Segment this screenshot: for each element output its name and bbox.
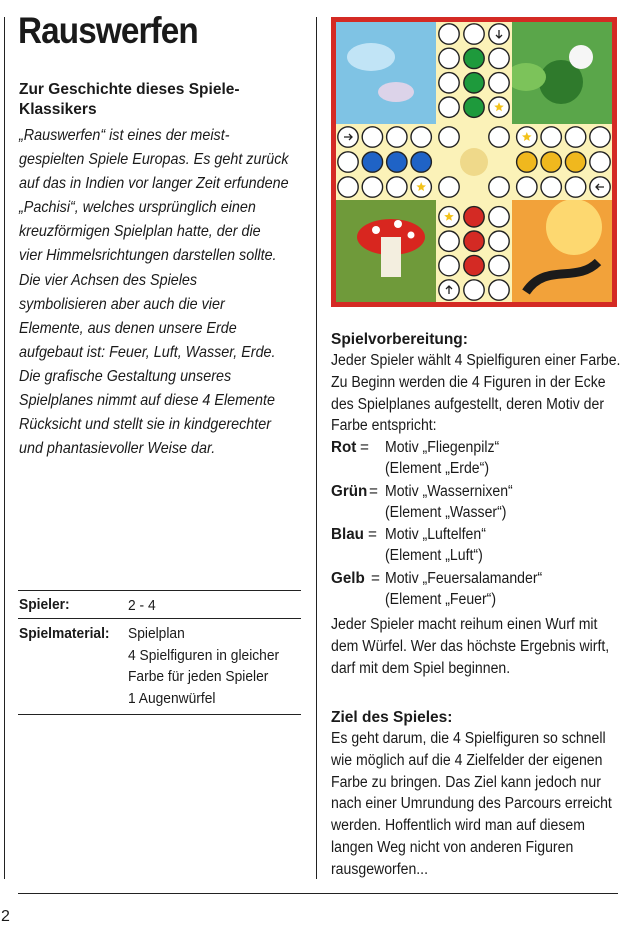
track-field [489,127,509,147]
text-line: symbolisieren aber auch die vier [19,295,225,313]
motif-equals: = [368,526,377,544]
motif-row-rot [331,439,631,483]
text-line: nach einer Umrundung des Parcours erreicht [331,795,612,813]
setup-heading: Spielvorbereitung: [331,331,468,348]
players-value: 2 - 4 [128,597,156,614]
yellow-goal-field [565,152,585,172]
water-lily-shape [569,45,593,69]
text-line: vier Himmelsrichtungen darstellen sollte. [19,247,277,265]
text-line: dem Würfel. Wer das höchste Ergebnis wirft, [331,637,610,655]
setup-intro [331,350,624,437]
motif-equals: = [371,569,380,587]
text-line: Farbe zu bringen. Das Ziel kann jedoch nur [331,773,601,791]
text-line: Es geht darum, die 4 Spielfiguren so schnell [331,730,606,747]
text-line: „Pachisi“, welches ursprünglich einen [19,199,256,217]
info-top-rule [18,590,301,591]
text-line: Jeder Spieler macht reihum einen Wurf mit [331,616,598,633]
text-line: Jeder Spieler wählt 4 Spielfiguren einer Farbe. [331,352,621,369]
track-field [489,73,509,93]
track-field [439,127,459,147]
players-label: Spieler: [19,596,70,613]
page-title: Rauswerfen [18,10,198,51]
yellow-goal-field [541,152,561,172]
motif-name: Motiv „Wassernixen“ [385,482,513,500]
fairy-shape [378,82,414,102]
left-margin-line [4,17,5,879]
track-field [565,177,585,197]
red-goal-field [464,255,484,275]
goal-heading: Ziel des Spieles: [331,709,453,726]
text-line: wie möglich auf die 4 Zielfelder der eigenen [331,751,603,769]
track-field [338,152,358,172]
footer-rule [18,893,618,894]
motif-name: Motiv „Luftelfen“ [385,526,486,544]
mushroom-stem-shape [381,237,401,277]
right-column [331,330,621,437]
motif-color-label: Grün [331,482,368,500]
text-line: kreuzförmigen Spielplan hatte, der die [19,223,261,241]
text-line: Rücksicht und stellt sie in kindgerechter [19,416,271,434]
track-field [387,127,407,147]
sun-glow-shape [546,199,602,255]
track-field [439,97,459,117]
motif-color-label: Rot [331,439,357,456]
track-field [439,48,459,68]
track-field [590,127,610,147]
blue-goal-field [362,152,382,172]
track-field [411,127,431,147]
text-line: Spielplan [128,625,185,642]
motif-element: (Element „Feuer“) [385,590,497,608]
setup-outro [331,614,624,679]
track-field [439,73,459,93]
text-line: Farbe für jeden Spieler [128,668,269,686]
track-field [541,127,561,147]
goal-section [331,708,636,881]
material-label: Spielmaterial: [19,625,110,642]
track-field [439,177,459,197]
motif-row-grün [331,483,631,527]
text-line: des Spielplanes aufgestellt, deren Motiv der [331,395,605,413]
track-field [338,177,358,197]
track-field [489,231,509,251]
blue-goal-field [387,152,407,172]
yellow-goal-field [517,152,537,172]
motif-name: Motiv „Feuersalamander“ [385,569,543,587]
text-line: Zu Beginn werden die 4 Figuren in der Ecke [331,373,606,391]
text-line: Farbe entspricht: [331,417,437,435]
text-line: und phantasievoller Weise dar. [19,440,216,458]
motif-element: (Element „Luft“) [385,547,483,565]
page-number: 2 [1,908,10,925]
mushroom-dot [394,220,402,228]
motif-color-label: Gelb [331,569,365,587]
motif-row-gelb [331,570,631,614]
info-bottom-rule [18,714,301,715]
text-line: aufgebaut ist: Feuer, Luft, Wasser, Erde. [19,343,276,361]
track-field [489,48,509,68]
board-center [460,148,488,176]
track-field [362,177,382,197]
motif-equals: = [360,439,369,456]
track-field [489,207,509,227]
text-line: gespielten Spiele Europas. Es geht zurück [19,151,289,169]
history-heading-line: Zur Geschichte dieses Spiele- [19,81,240,98]
red-goal-field [464,231,484,251]
motif-color-label: Blau [331,526,364,544]
track-field [489,255,509,275]
track-field [387,177,407,197]
text-line: 1 Augenwürfel [128,690,216,708]
material-row [19,623,301,713]
players-row [19,596,301,618]
text-line: rausgeworfen... [331,860,429,878]
text-line: Die vier Achsen des Spieles [19,271,198,289]
motif-element: (Element „Wasser“) [385,503,507,521]
motif-row-blau [331,526,631,570]
track-field [439,231,459,251]
track-field [439,24,459,44]
text-line: Elemente, aus denen unsere Erde [19,319,237,337]
green-goal-field [464,97,484,117]
track-field [541,177,561,197]
motif-element: (Element „Erde“) [385,460,490,477]
motif-equals: = [369,482,378,500]
goal-text [331,728,624,881]
text-line: darf mit dem Spiel beginnen. [331,659,511,677]
green-goal-field [464,73,484,93]
red-goal-field [464,207,484,227]
text-line: werden. Hoffentlich wird man auf diesem [331,817,585,835]
history-heading-line: Klassikers [19,101,97,118]
track-field [439,255,459,275]
game-board-image [331,17,617,307]
history-heading [19,80,299,120]
text-line: „Rauswerfen“ ist eines der meist- [19,127,230,144]
track-field [565,127,585,147]
text-line: auf das in Indien vor langer Zeit erfundene [19,175,289,193]
track-field [489,177,509,197]
text-line: Spielplanes nimmt auf diese 4 Elemente [19,392,275,410]
track-field [489,280,509,300]
track-field [464,24,484,44]
green-goal-field [464,48,484,68]
history-paragraph [19,124,289,461]
material-values [128,623,279,710]
fairy-wing-shape [347,43,395,71]
text-line: langen Weg nicht von anderen Figuren [331,838,574,856]
ludo-board-illustration [336,22,612,302]
info-mid-rule [18,618,301,619]
track-field [517,177,537,197]
text-line: Die grafische Gestaltung unseres [19,367,232,385]
text-line: 4 Spielfiguren in gleicher [128,646,280,664]
blue-goal-field [411,152,431,172]
column-divider [316,17,317,879]
mushroom-dot [372,226,380,234]
track-field [464,280,484,300]
mushroom-dot [408,232,415,239]
motif-name: Motiv „Fliegenpilz“ [385,439,500,456]
track-field [590,152,610,172]
track-field [362,127,382,147]
